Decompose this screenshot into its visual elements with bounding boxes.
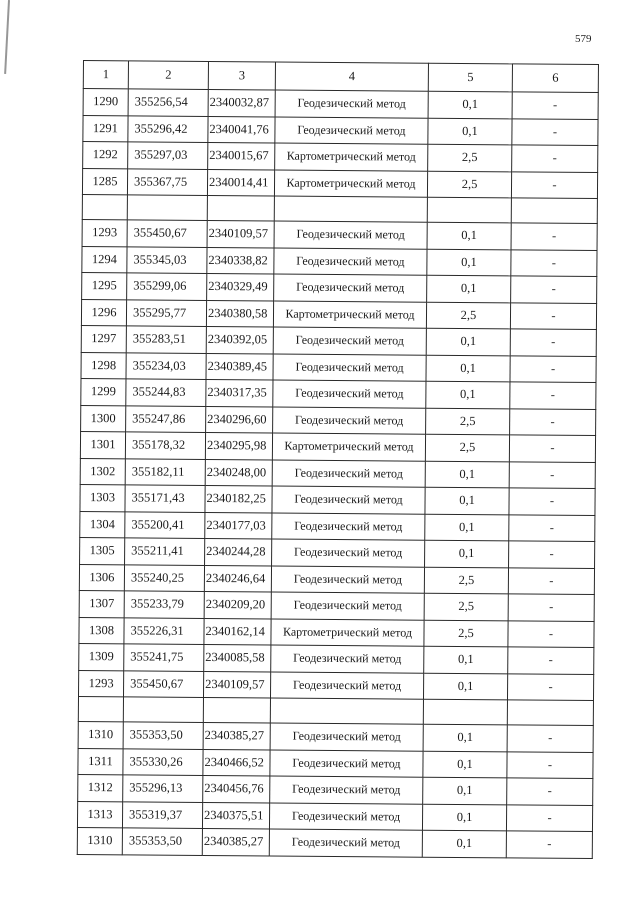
table-header-row — [83, 61, 598, 93]
y-coordinate-cell: 2340244,28 — [205, 538, 272, 565]
table-row — [79, 643, 594, 674]
method-cell: Картометрический метод — [272, 433, 425, 461]
point-number-cell: 1297 — [81, 325, 126, 352]
x-coordinate-cell: 355226,31 — [124, 617, 204, 644]
table-row — [80, 431, 595, 462]
note-cell: - — [506, 804, 592, 831]
accuracy-cell — [427, 197, 511, 223]
method-cell: Геодезический метод — [271, 592, 424, 620]
accuracy-cell: 0,1 — [425, 540, 509, 567]
accuracy-cell: 0,1 — [426, 328, 510, 355]
x-coordinate-cell: 355353,50 — [122, 828, 202, 855]
x-coordinate-cell: 355182,11 — [125, 458, 205, 485]
accuracy-cell: 0,1 — [427, 222, 511, 249]
method-cell: Геодезический метод — [273, 407, 426, 435]
note-cell: - — [512, 92, 598, 119]
y-coordinate-cell: 2340085,58 — [204, 644, 271, 671]
x-coordinate-cell: 355353,50 — [123, 722, 203, 749]
y-coordinate-cell: 2340248,00 — [205, 459, 272, 486]
point-number-cell: 1304 — [80, 511, 125, 538]
point-number-cell: 1313 — [77, 801, 122, 828]
x-coordinate-cell: 355211,41 — [125, 538, 205, 565]
method-cell — [270, 698, 423, 724]
table-row — [82, 272, 597, 303]
method-cell: Картометрический метод — [274, 170, 427, 198]
x-coordinate-cell: 355345,03 — [127, 246, 207, 273]
y-coordinate-cell — [207, 195, 274, 221]
y-coordinate-cell: 2340296,60 — [206, 406, 273, 433]
point-number-cell: 1293 — [82, 219, 127, 246]
accuracy-cell: 0,1 — [423, 673, 507, 700]
accuracy-cell: 0,1 — [425, 461, 509, 488]
accuracy-cell: 0,1 — [422, 830, 506, 857]
table-row — [83, 89, 598, 120]
point-number-cell: 1308 — [79, 617, 124, 644]
accuracy-cell: 0,1 — [422, 804, 506, 831]
point-number-cell: 1293 — [79, 670, 124, 697]
method-cell: Геодезический метод — [273, 327, 426, 355]
table-row — [79, 590, 594, 621]
method-cell: Геодезический метод — [273, 354, 426, 382]
table-row — [79, 617, 594, 648]
point-number-cell: 1310 — [78, 721, 123, 748]
table-row — [81, 405, 596, 436]
x-coordinate-cell: 355367,75 — [127, 168, 207, 195]
x-coordinate-cell: 355178,32 — [125, 432, 205, 459]
y-coordinate-cell: 2340162,14 — [204, 618, 271, 645]
method-cell: Геодезический метод — [272, 459, 425, 487]
method-cell: Геодезический метод — [274, 221, 427, 249]
note-cell: - — [511, 249, 597, 276]
accuracy-cell: 0,1 — [425, 487, 509, 514]
method-cell — [274, 196, 427, 222]
table-row — [83, 142, 598, 173]
table-row — [78, 721, 593, 752]
column-header: 6 — [512, 64, 598, 93]
accuracy-cell: 2,5 — [426, 408, 510, 435]
point-number-cell: 1306 — [79, 564, 124, 591]
table-row — [78, 748, 593, 779]
table-row — [81, 378, 596, 409]
y-coordinate-cell: 2340456,76 — [203, 775, 270, 802]
accuracy-cell: 0,1 — [426, 381, 510, 408]
point-number-cell: 1309 — [79, 643, 124, 670]
x-coordinate-cell: 355299,06 — [127, 273, 207, 300]
table-row — [78, 774, 593, 805]
accuracy-cell — [423, 699, 507, 725]
note-cell: - — [512, 118, 598, 145]
method-cell: Геодезический метод — [274, 248, 427, 276]
point-number-cell: 1303 — [80, 484, 125, 511]
x-coordinate-cell — [123, 697, 203, 723]
note-cell: - — [506, 831, 592, 858]
table-body — [77, 89, 598, 859]
table-row — [83, 115, 598, 146]
x-coordinate-cell: 355233,79 — [124, 591, 204, 618]
x-coordinate-cell: 355297,03 — [128, 142, 208, 169]
accuracy-cell: 2,5 — [424, 567, 508, 594]
column-header: 3 — [208, 61, 275, 90]
note-cell: - — [508, 594, 594, 621]
accuracy-cell: 2,5 — [427, 171, 511, 198]
column-header: 1 — [83, 61, 128, 89]
note-cell: - — [510, 408, 596, 435]
method-cell: Картометрический метод — [271, 618, 424, 646]
accuracy-cell: 2,5 — [425, 434, 509, 461]
note-cell: - — [509, 461, 595, 488]
x-coordinate-cell: 355450,67 — [127, 220, 207, 247]
table-row — [79, 670, 594, 701]
note-cell — [507, 700, 593, 726]
point-number-cell: 1295 — [82, 272, 127, 299]
note-cell: - — [507, 673, 593, 700]
y-coordinate-cell: 2340338,82 — [207, 247, 274, 274]
y-coordinate-cell: 2340380,58 — [206, 300, 273, 327]
page-number: 579 — [575, 33, 592, 45]
point-number-cell: 1294 — [82, 246, 127, 273]
x-coordinate-cell: 355234,03 — [126, 352, 206, 379]
y-coordinate-cell: 2340032,87 — [208, 89, 275, 116]
table-row — [82, 168, 597, 199]
accuracy-cell: 0,1 — [427, 249, 511, 276]
method-cell: Геодезический метод — [269, 829, 422, 857]
y-coordinate-cell: 2340177,03 — [205, 512, 272, 539]
y-coordinate-cell: 2340295,98 — [205, 432, 272, 459]
accuracy-cell: 2,5 — [424, 593, 508, 620]
x-coordinate-cell: 355295,77 — [126, 299, 206, 326]
method-cell: Геодезический метод — [272, 486, 425, 514]
method-cell: Геодезический метод — [270, 671, 423, 699]
y-coordinate-cell — [203, 697, 270, 723]
accuracy-cell: 2,5 — [426, 302, 510, 329]
x-coordinate-cell: 355256,54 — [128, 89, 208, 116]
point-number-cell — [82, 194, 127, 219]
method-cell: Геодезический метод — [270, 749, 423, 777]
table-row — [79, 564, 594, 595]
x-coordinate-cell: 355241,75 — [124, 644, 204, 671]
note-cell — [511, 198, 597, 224]
y-coordinate-cell: 2340389,45 — [206, 353, 273, 380]
table-row — [80, 484, 595, 515]
accuracy-cell: 0,1 — [423, 777, 507, 804]
x-coordinate-cell: 355319,37 — [122, 801, 202, 828]
table-row — [82, 219, 597, 250]
y-coordinate-cell: 2340466,52 — [203, 749, 270, 776]
method-cell: Геодезический метод — [275, 117, 428, 145]
point-number-cell: 1301 — [80, 431, 125, 458]
note-cell: - — [507, 751, 593, 778]
point-number-cell: 1310 — [77, 827, 122, 854]
y-coordinate-cell: 2340109,57 — [207, 220, 274, 247]
point-number-cell: 1285 — [82, 168, 127, 195]
y-coordinate-cell: 2340392,05 — [206, 326, 273, 353]
note-cell: - — [508, 620, 594, 647]
y-coordinate-cell: 2340246,64 — [204, 565, 271, 592]
column-header: 4 — [275, 62, 428, 91]
note-cell: - — [507, 778, 593, 805]
point-number-cell: 1307 — [79, 590, 124, 617]
table-row — [81, 325, 596, 356]
accuracy-cell: 2,5 — [424, 620, 508, 647]
accuracy-cell: 0,1 — [423, 751, 507, 778]
method-cell: Геодезический метод — [273, 380, 426, 408]
method-cell: Геодезический метод — [271, 645, 424, 673]
point-number-cell: 1291 — [83, 115, 128, 142]
note-cell: - — [509, 488, 595, 515]
table-row — [82, 246, 597, 277]
note-cell: - — [511, 223, 597, 250]
method-cell: Геодезический метод — [270, 723, 423, 751]
point-number-cell: 1299 — [81, 378, 126, 405]
method-cell: Геодезический метод — [271, 565, 424, 593]
point-number-cell: 1305 — [80, 537, 125, 564]
column-header: 5 — [428, 63, 512, 92]
y-coordinate-cell: 2340109,57 — [203, 671, 270, 698]
table-row — [80, 511, 595, 542]
method-cell: Геодезический метод — [269, 802, 422, 830]
method-cell: Геодезический метод — [275, 90, 428, 118]
table-row — [80, 537, 595, 568]
y-coordinate-cell: 2340375,51 — [202, 802, 269, 829]
y-coordinate-cell: 2340317,35 — [206, 379, 273, 406]
accuracy-cell: 0,1 — [426, 355, 510, 382]
note-cell: - — [508, 567, 594, 594]
y-coordinate-cell: 2340209,20 — [204, 591, 271, 618]
accuracy-cell: 0,1 — [428, 91, 512, 118]
table-row — [77, 827, 592, 858]
accuracy-cell: 0,1 — [424, 646, 508, 673]
x-coordinate-cell — [127, 195, 207, 221]
y-coordinate-cell: 2340015,67 — [208, 142, 275, 169]
method-cell: Геодезический метод — [274, 274, 427, 302]
x-coordinate-cell: 355330,26 — [123, 748, 203, 775]
point-number-cell: 1302 — [80, 458, 125, 485]
y-coordinate-cell: 2340329,49 — [207, 273, 274, 300]
x-coordinate-cell: 355200,41 — [125, 511, 205, 538]
point-number-cell: 1300 — [81, 405, 126, 432]
y-coordinate-cell: 2340385,27 — [202, 828, 269, 855]
point-number-cell — [78, 696, 123, 721]
y-coordinate-cell: 2340385,27 — [203, 722, 270, 749]
note-cell: - — [510, 302, 596, 329]
x-coordinate-cell: 355244,83 — [126, 379, 206, 406]
method-cell: Геодезический метод — [270, 776, 423, 804]
note-cell: - — [509, 435, 595, 462]
coordinates-table-wrapper — [77, 60, 599, 859]
point-number-cell: 1312 — [78, 774, 123, 801]
y-coordinate-cell: 2340182,25 — [205, 485, 272, 512]
note-cell: - — [509, 514, 595, 541]
x-coordinate-cell: 355296,42 — [128, 115, 208, 142]
point-number-cell: 1311 — [78, 748, 123, 775]
accuracy-cell: 0,1 — [427, 275, 511, 302]
x-coordinate-cell: 355296,13 — [123, 775, 203, 802]
x-coordinate-cell: 355450,67 — [123, 670, 203, 697]
method-cell: Геодезический метод — [272, 539, 425, 567]
method-cell: Геодезический метод — [272, 512, 425, 540]
table-row — [81, 352, 596, 383]
accuracy-cell: 0,1 — [425, 514, 509, 541]
note-cell: - — [511, 171, 597, 198]
accuracy-cell: 0,1 — [428, 118, 512, 145]
accuracy-cell: 0,1 — [423, 724, 507, 751]
x-coordinate-cell: 355240,25 — [124, 564, 204, 591]
note-cell: - — [510, 382, 596, 409]
note-cell: - — [508, 647, 594, 674]
note-cell: - — [511, 276, 597, 303]
table-row — [80, 458, 595, 489]
point-number-cell: 1290 — [83, 89, 128, 116]
coordinates-table — [77, 60, 599, 859]
y-coordinate-cell: 2340014,41 — [207, 169, 274, 196]
point-number-cell: 1292 — [83, 142, 128, 169]
table-row — [77, 801, 592, 832]
method-cell: Картометрический метод — [275, 143, 428, 171]
note-cell: - — [509, 541, 595, 568]
point-number-cell: 1296 — [81, 299, 126, 326]
column-header: 2 — [128, 61, 208, 90]
x-coordinate-cell: 355283,51 — [126, 326, 206, 353]
scan-edge-mark — [4, 0, 10, 74]
x-coordinate-cell: 355247,86 — [126, 405, 206, 432]
method-cell: Картометрический метод — [273, 301, 426, 329]
y-coordinate-cell: 2340041,76 — [208, 116, 275, 143]
point-number-cell: 1298 — [81, 352, 126, 379]
note-cell: - — [510, 329, 596, 356]
table-row — [81, 299, 596, 330]
accuracy-cell: 2,5 — [428, 144, 512, 171]
note-cell: - — [512, 145, 598, 172]
note-cell: - — [507, 725, 593, 752]
x-coordinate-cell: 355171,43 — [125, 485, 205, 512]
note-cell: - — [510, 355, 596, 382]
